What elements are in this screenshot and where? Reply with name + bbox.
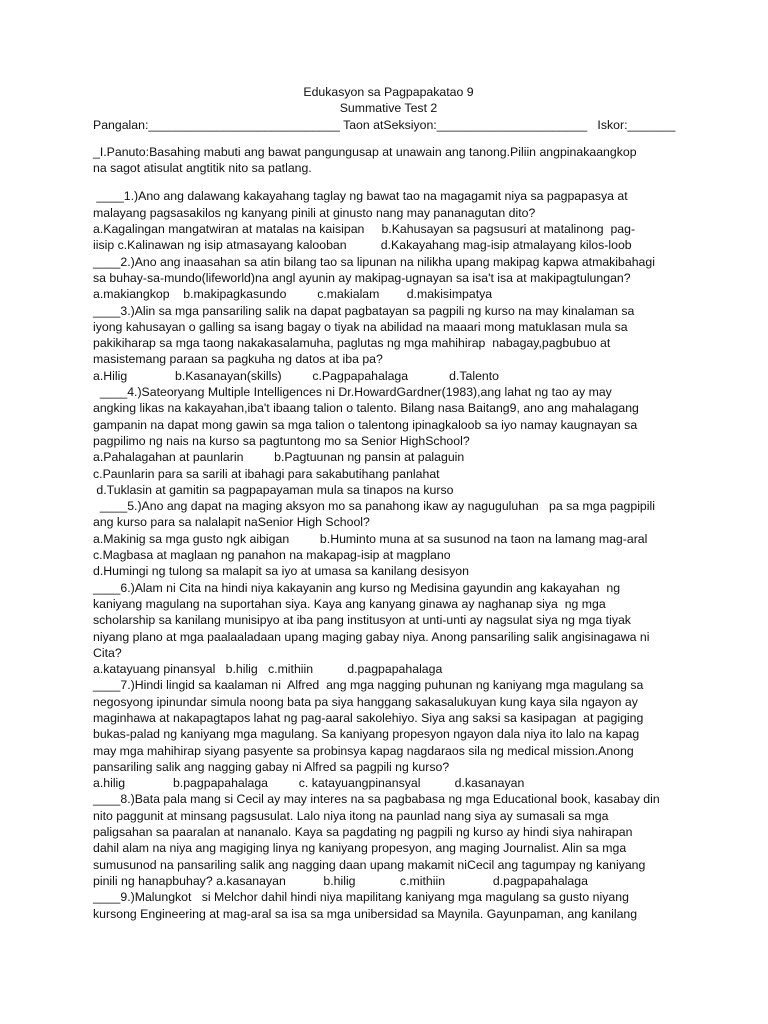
text-line: ____4.)Sateoryang Multiple Intelligences ni Dr.HowardGardner(1983),ang lahat ng tao ay may [93, 385, 612, 400]
text-line: angking likas na kakayahan,iba't ibaang talion o talento. Bilang nasa Baitang9, ano ang mahalagang [93, 401, 639, 416]
text-line: masistemang paraan sa pagkuha ng datos at iba pa? [93, 352, 383, 367]
instructions-line: _I.Panuto:Basahing mabuti ang bawat pangungusap at unawain ang tanong.Piliin angpinakaangkop [93, 144, 637, 159]
text-line: ____1.)Ano ang dalawang kakayahang taglay ng bawat tao na magagamit niya sa pagpapasya at [93, 189, 628, 204]
text-line: ____7.)Hindi lingid sa kaalaman ni Alfred ang mga nagging puhunan ng kaniyang mga magulang sa [93, 678, 644, 693]
text-line: iyong kahusayan o galling sa isang bagay o tiyak na abilidad na maaari mong matuklasan mula sa [93, 319, 628, 334]
text-line: dahil alam na niya ang magiging linya ng kaniyang propesyon, ang maging Journalist. Alin sa mga [93, 841, 627, 856]
text-line: pakikiharap sa mga taong nakakasalamuha, paglutas ng mga mahihirap nabagay,pagbubuo at [93, 336, 611, 351]
text-line: ____5.)Ano ang dapat na maging aksyon mo sa panahong ikaw ay naguguluhan pa sa mga pagpipili [93, 499, 655, 514]
text-line: a.Pahalagahan at paunlarin b.Pagtuunan ng pansin at palaguin [93, 450, 465, 465]
text-line: ____3.)Alin sa mga pansariling salik na dapat pagbatayan sa pagpili ng kurso na may kinalaman sa [93, 303, 635, 318]
text-line: c.Paunlarin para sa sarili at ibahagi para sakabutihang panlahat [93, 466, 440, 481]
text-line: may mga mahihirap siyang pasyente sa probinsya kapag nagdaraos sila ng medical mission.Anong [93, 743, 634, 758]
text-line: kursong Engineering at mag-aral sa isa sa mga unibersidad sa Maynila. Gayunpaman, ang kanilang [93, 906, 638, 921]
text-line: ang kurso para sa nalalapit naSenior High School? [93, 515, 370, 530]
text-line: iisip c.Kalinawan ng isip atmasayang kalooban d.Kakayahang mag-isip atmalayang kilos-loob [93, 238, 632, 253]
text-line: scholarship sa kanilang munisipyo at iba pang institusyon at unti-unti ay nagsulat siya ng mga tiyak [93, 613, 631, 628]
text-line: pinili ng hanapbuhay? a.kasanayan b.hilig c.mithiin d.pagpapahalaga [93, 873, 588, 888]
text-line: pagpilimo ng nais na kurso sa pagtuntong mo sa Senior HighSchool? [93, 433, 470, 448]
text-line: ____2.)Ano ang inaasahan sa atin bilang tao sa lipunan na nilikha upang makipag kapwa atmakibahagi [93, 254, 655, 269]
text-line: ____6.)Alam ni Cita na hindi niya kakayanin ang kurso ng Medisina gayundin ang kakayahan ng [93, 580, 621, 595]
question-list [93, 188, 684, 921]
text-line: niyang plano at mga paalaaladaan upang maging gabay niya. Anong pansariling salik angisinagawa ni [93, 629, 650, 644]
document-subtitle: Summative Test 2 [339, 101, 438, 116]
text-line: maginhawa at nakapagtapos lahat ng pag-aaral sakolehiyo. Siya ang saksi sa kasipagan at pagiging [93, 710, 644, 725]
text-line: ____9.)Malungkot si Melchor dahil hindi niya mapilitang kaniyang mga magulang sa gusto niyang [93, 890, 629, 905]
text-line: paligsahan sa paaralan at nananalo. Kaya sa pagdating ng pagpili ng kurso ay hindi siya nahirapan [93, 825, 633, 840]
text-line: a.makiangkop b.makipagkasundo c.makialam d.makisimpatya [93, 287, 493, 302]
text-line: sumusunod na pansariling salik ang nagging daan upang makamit niCecil ang tagumpay ng kaniyang [93, 857, 646, 872]
text-line: a.hilig b.pagpapahalaga c. katayuangpinansyal d.kasanayan [93, 776, 525, 791]
text-line: ____8.)Bata pala mang si Cecil ay may interes na sa pagbabasa ng mga Educational book, kasabay din [93, 792, 660, 807]
text-line: c.Magbasa at maglaan ng panahon na makapag-isip at magplano [93, 548, 451, 563]
text-line: a.katayuang pinansyal b.hilig c.mithiin d.pagpapahalaga [93, 662, 443, 677]
text-line: a.Hilig b.Kasanayan(skills) c.Pagpapahalaga d.Talento [93, 368, 500, 383]
document-title: Edukasyon sa Pagpapakatao 9 [303, 85, 474, 99]
text-line: nito paggunit at minsang pagsusulat. Lalo niya itong na paunlad nang siya ay sumasali sa mga [93, 808, 609, 823]
instructions-line: na sagot atisulat angtitik nito sa patlang. [93, 161, 312, 176]
text-line: negosyong ipinundar simula noong bata pa siya hanggang sakasalukuyan kung kaya sila ngayon ay [93, 694, 638, 709]
text-line: pansariling salik ang nagging gabay ni Alfred sa pagpili ng kurso? [93, 759, 450, 774]
text-line: d.Tuklasin at gamitin sa pagpapayaman mula sa tinapos na kurso [93, 482, 454, 497]
text-line: gampanin na dapat mong gawin sa mga talion o talentong ipinagkaloob sa iyo namay kaugnayan sa [93, 417, 638, 432]
student-info-fields: Pangalan:____________________________ Taon atSeksiyon:______________________ Iskor:_______ [93, 117, 676, 132]
text-line: Cita? [93, 645, 122, 660]
text-line: kaniyang magulang na suportahan siya. Kaya ang kanyang ginawa ay naghanap siya ng mga [93, 596, 606, 611]
text-line: malayang pagsasakilos ng kanyang pinili at ginusto nang may pananagutan dito? [93, 205, 536, 220]
text-line: d.Humingi ng tulong sa malapit sa iyo at umasa sa kanilang desisyon [93, 564, 469, 579]
text-line: a.Makinig sa mga gusto ngk aibigan b.Huminto muna at sa susunod na taon na lamang mag-aral [93, 531, 648, 546]
text-line: a.Kagalingan mangatwiran at matalas na kaisipan b.Kahusayan sa pagsusuri at matalinong pag- [93, 222, 636, 237]
text-line: bukas-palad ng kaniyang mga magulang. Sa kaniyang propesyon ngayon dala niya ito lalo na kapag [93, 727, 640, 742]
text-line: sa buhay-sa-mundo(lifeworld)na angl ayunin ay makipag-ugnayan sa isa't isa at makipagtulungan? [93, 270, 631, 285]
